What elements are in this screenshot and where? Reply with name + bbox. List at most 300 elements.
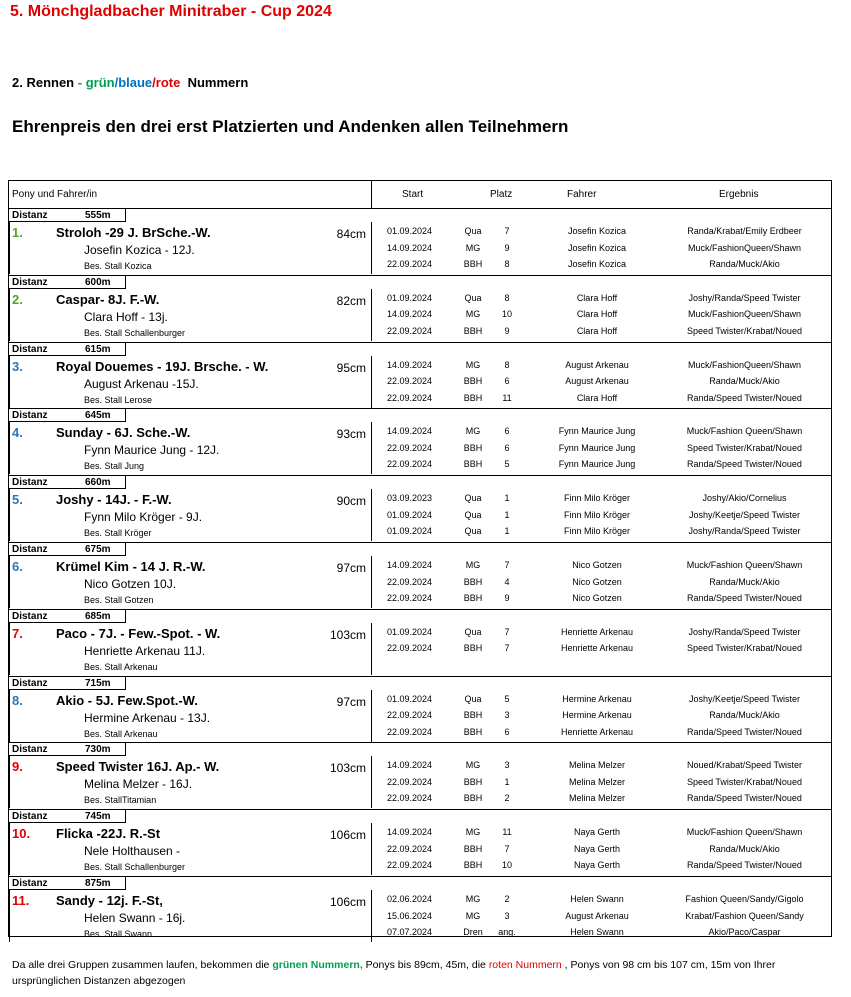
result-outcome: Muck/Fashion Queen/Shawn — [686, 827, 803, 838]
distance-box — [9, 809, 126, 823]
entry-block — [9, 876, 831, 942]
race-label: 2. Rennen — [12, 75, 75, 90]
result-start: 07.07.2024 — [387, 927, 433, 937]
result-start: 15.06.2024 — [387, 910, 433, 921]
pony-name: Stroloh -29 J. BrSche.-W. — [56, 225, 211, 240]
result-driver: Finn Milo Kröger — [563, 509, 631, 520]
result-driver: Clara Hoff — [576, 292, 618, 303]
pony-name: Royal Douemes - 19J. Brsche. - W. — [56, 358, 269, 374]
result-outcome: Randa/Speed Twister/Noued — [687, 392, 802, 403]
entry-block — [9, 275, 831, 341]
start-number: 5. — [12, 492, 23, 508]
result-start: 14.09.2024 — [387, 760, 433, 771]
result-start: 22.09.2024 — [387, 259, 433, 269]
result-row — [372, 391, 831, 407]
result-outcome: Joshy/Randa/Speed Twister — [688, 292, 801, 303]
table-header — [9, 181, 831, 209]
result-place: 8 — [504, 292, 510, 303]
result-row — [372, 858, 831, 874]
result-row — [372, 307, 831, 323]
distance-label: Distanz — [12, 744, 48, 756]
result-start: 14.09.2024 — [387, 242, 433, 253]
pony-height: 93cm — [336, 427, 366, 442]
footnote-red: roten Nummern — [488, 959, 562, 971]
result-venue: BBH — [463, 860, 483, 871]
result-start: 22.09.2024 — [387, 459, 433, 470]
result-outcome: Randa/Muck/Akio — [709, 710, 780, 721]
result-outcome: Noued/Krabat/Speed Twister — [687, 760, 802, 771]
result-place: ang. — [498, 927, 516, 937]
result-start: 22.09.2024 — [387, 710, 433, 721]
result-place: 4 — [504, 576, 510, 587]
entry-block — [9, 542, 831, 608]
header-divider — [371, 181, 372, 208]
result-place: 9 — [504, 593, 510, 603]
result-venue: BBH — [463, 392, 483, 403]
result-venue: BBH — [463, 576, 483, 587]
entry-block — [9, 742, 831, 808]
result-place: 7 — [504, 626, 510, 637]
result-row — [372, 708, 831, 724]
driver-name: Melina Melzer - 16J. — [84, 777, 193, 792]
result-venue: BBH — [463, 843, 483, 854]
result-start: 01.09.2024 — [387, 526, 433, 537]
owner-name: Bes. Stall Jung — [84, 461, 145, 472]
distance-label: Distanz — [12, 544, 48, 555]
result-start: 22.09.2024 — [387, 793, 433, 804]
driver-name: Nico Gotzen 10J. — [84, 577, 177, 591]
result-venue: MG — [465, 359, 481, 370]
result-start: 22.09.2024 — [387, 593, 433, 603]
driver-name: Fynn Milo Kröger - 9J. — [84, 510, 203, 525]
result-venue: Qua — [464, 626, 482, 637]
result-driver: Clara Hoff — [576, 309, 618, 320]
result-place: 2 — [504, 793, 510, 804]
result-start: 01.09.2024 — [387, 292, 433, 303]
result-row — [372, 224, 831, 240]
result-outcome: Krabat/Fashion Queen/Sandy — [685, 910, 804, 921]
entry-block — [9, 676, 831, 742]
result-driver: Hermine Arkenau — [562, 710, 632, 721]
footnote-part-3: , Ponys von 98 cm bis 107 cm, 15m von Ihrer ursprünglichen Distanzen abgezogen — [12, 959, 776, 987]
result-venue: BBH — [463, 643, 483, 654]
entry-block — [9, 408, 831, 474]
result-venue: BBH — [463, 325, 483, 336]
driver-name: Henriette Arkenau 11J. — [84, 643, 206, 658]
result-start: 02.06.2024 — [387, 894, 433, 904]
driver-name: Clara Hoff - 13j. — [84, 309, 168, 324]
result-venue: Qua — [464, 292, 482, 303]
result-outcome: Speed Twister/Krabat/Noued — [687, 325, 802, 336]
result-place: 3 — [504, 910, 510, 921]
result-place: 8 — [504, 359, 510, 370]
result-row — [372, 591, 831, 607]
driver-name: August Arkenau -15J. — [84, 376, 199, 391]
result-venue: BBH — [463, 259, 483, 269]
result-outcome: Speed Twister/Krabat/Noued — [687, 442, 802, 453]
row-divider — [126, 609, 831, 610]
result-driver: Fynn Maurice Jung — [558, 442, 636, 453]
distance-value: 715m — [85, 677, 111, 689]
owner-name: Bes. Stall Schallenburger — [84, 862, 186, 873]
result-driver: Helen Swann — [570, 927, 624, 937]
result-outcome: Randa/Speed Twister/Noued — [687, 726, 802, 737]
row-divider — [126, 742, 831, 743]
result-place: 6 — [504, 442, 510, 453]
result-place: 3 — [504, 760, 510, 771]
row-divider — [126, 809, 831, 810]
distance-label: Distanz — [12, 811, 48, 823]
result-driver: Melina Melzer — [568, 776, 626, 787]
result-start: 22.09.2024 — [387, 576, 433, 587]
result-start: 22.09.2024 — [387, 392, 433, 403]
result-venue: MG — [465, 560, 481, 570]
start-number: 6. — [12, 559, 23, 574]
result-venue: BBH — [463, 376, 483, 387]
driver-name: Nele Holthausen - — [84, 844, 181, 859]
result-outcome: Randa/Speed Twister/Noued — [687, 593, 802, 603]
result-outcome: Joshy/Keetje/Speed Twister — [689, 509, 800, 520]
row-divider — [126, 876, 831, 877]
result-start: 22.09.2024 — [387, 843, 433, 854]
result-row — [372, 692, 831, 708]
result-row — [372, 725, 831, 741]
result-start: 01.09.2024 — [387, 509, 433, 520]
start-number: 3. — [12, 358, 23, 374]
owner-name: Bes. Stall Arkenau — [84, 661, 158, 672]
row-divider — [126, 408, 831, 409]
result-row — [372, 625, 831, 641]
left-border — [9, 623, 10, 675]
result-row — [372, 909, 831, 925]
result-place: 7 — [504, 643, 510, 654]
owner-name: Bes. Stall Schallenburger — [84, 327, 186, 338]
driver-name: Fynn Maurice Jung - 12J. — [84, 443, 220, 458]
distance-label: Distanz — [12, 610, 48, 622]
pony-height: 97cm — [336, 694, 366, 709]
result-outcome: Randa/Muck/Akio — [709, 259, 780, 269]
result-place: 6 — [504, 726, 510, 737]
left-border — [9, 489, 10, 541]
result-place: 1 — [504, 526, 510, 537]
left-border — [9, 756, 10, 808]
pony-height: 106cm — [329, 895, 366, 909]
result-place: 9 — [504, 242, 510, 253]
prize-heading: Ehrenpreis den drei erst Platzierten und Andenken allen Teilnehmern — [12, 117, 569, 136]
result-venue: MG — [465, 760, 481, 771]
result-venue: MG — [465, 894, 481, 904]
left-border — [9, 690, 10, 742]
result-outcome: Joshy/Randa/Speed Twister — [688, 626, 801, 637]
row-divider — [126, 208, 831, 209]
result-row — [372, 358, 831, 374]
pony-name: Paco - 7J. - Few.-Spot. - W. — [56, 625, 221, 641]
result-driver: Clara Hoff — [576, 392, 618, 403]
result-start: 22.09.2024 — [387, 325, 433, 336]
distance-value: 660m — [85, 477, 111, 489]
result-outcome: Muck/FashionQueen/Shawn — [687, 359, 802, 370]
result-start: 22.09.2024 — [387, 376, 433, 387]
footnote — [12, 957, 832, 989]
result-row — [372, 758, 831, 774]
result-driver: Fynn Maurice Jung — [558, 459, 636, 470]
col-start: Start — [402, 189, 424, 200]
result-row — [372, 791, 831, 807]
result-driver: Josefin Kozica — [567, 242, 627, 253]
row-divider — [126, 342, 831, 343]
entry-block — [9, 809, 831, 875]
start-number: 4. — [12, 425, 23, 441]
result-outcome: Randa/Speed Twister/Noued — [687, 459, 802, 470]
result-start: 22.09.2024 — [387, 726, 433, 737]
result-row — [372, 491, 831, 507]
owner-name: Bes. Stall Kozica — [84, 261, 152, 271]
owner-name: Bes. Stall Lerose — [84, 394, 153, 405]
pony-name: Joshy - 14J. - F.-W. — [56, 492, 172, 508]
footnote-part-2: Ponys bis 89cm, 45m, die — [362, 959, 489, 971]
result-outcome: Joshy/Akio/Cornelius — [702, 493, 787, 504]
result-place: 10 — [501, 309, 512, 320]
row-divider — [126, 275, 831, 276]
results-table — [8, 180, 832, 937]
result-place: 6 — [504, 426, 510, 437]
result-place: 7 — [504, 560, 510, 570]
distance-box — [9, 408, 126, 422]
race-suffix: Nummern — [187, 75, 249, 90]
result-start: 14.09.2024 — [387, 560, 433, 570]
result-outcome: Randa/Krabat/Emily Erdbeer — [687, 226, 802, 236]
result-place: 5 — [504, 459, 510, 470]
result-driver: Melina Melzer — [568, 760, 626, 771]
result-row — [372, 424, 831, 440]
left-border — [9, 422, 10, 474]
result-row — [372, 842, 831, 858]
result-row — [372, 291, 831, 307]
result-place: 11 — [502, 392, 512, 403]
left-border — [9, 556, 10, 608]
result-driver: Henriette Arkenau — [560, 643, 634, 654]
distance-value: 600m — [85, 276, 111, 288]
result-start: 14.09.2024 — [387, 827, 433, 838]
race-blue: blaue — [118, 75, 153, 90]
result-venue: BBH — [463, 459, 483, 470]
left-border — [9, 890, 10, 942]
pony-height: 97cm — [336, 561, 366, 575]
result-place: 8 — [504, 259, 510, 269]
result-row — [372, 892, 831, 908]
result-row — [372, 524, 831, 540]
result-row — [372, 374, 831, 390]
distance-value: 645m — [85, 410, 111, 422]
distance-box — [9, 208, 126, 222]
pony-height: 95cm — [336, 360, 366, 375]
driver-name: Helen Swann - 16j. — [84, 911, 186, 925]
left-border — [9, 356, 10, 408]
entry-block — [9, 342, 831, 408]
pony-height: 90cm — [336, 494, 366, 509]
result-driver: Finn Milo Kröger — [563, 493, 631, 504]
result-start: 22.09.2024 — [387, 776, 433, 787]
result-row — [372, 825, 831, 841]
start-number: 2. — [12, 291, 23, 307]
result-venue: MG — [465, 910, 481, 921]
result-outcome: Muck/Fashion Queen/Shawn — [686, 426, 803, 437]
result-outcome: Randa/Muck/Akio — [709, 376, 780, 387]
start-number: 1. — [12, 225, 23, 240]
result-place: 11 — [502, 827, 512, 838]
race-slash-1: / — [114, 75, 119, 90]
entry-block — [9, 609, 831, 675]
result-venue: BBH — [463, 726, 483, 737]
distance-box — [9, 609, 126, 623]
pony-height: 106cm — [329, 828, 366, 843]
pony-height: 84cm — [336, 227, 366, 241]
footnote-green: grünen Nummern, — [272, 959, 363, 971]
result-place: 6 — [504, 376, 510, 387]
distance-value: 615m — [85, 343, 111, 355]
result-venue: BBH — [463, 442, 483, 453]
start-number: 7. — [12, 625, 23, 641]
result-place: 1 — [504, 776, 510, 787]
start-number: 11. — [12, 893, 30, 908]
result-outcome: Speed Twister/Krabat/Noued — [687, 643, 802, 654]
distance-value: 685m — [85, 610, 111, 622]
col-fahrer: Fahrer — [567, 189, 597, 200]
start-number: 9. — [12, 759, 23, 775]
result-start: 14.09.2024 — [387, 359, 433, 370]
owner-name: Bes. Stall Arkenau — [84, 728, 158, 739]
result-driver: Melina Melzer — [568, 793, 626, 804]
left-border — [9, 289, 10, 341]
driver-name: Josefin Kozica - 12J. — [84, 243, 195, 257]
distance-value: 675m — [85, 544, 111, 555]
pony-name: Speed Twister 16J. Ap.- W. — [56, 759, 220, 775]
race-red: rote — [155, 75, 181, 90]
row-divider — [126, 676, 831, 677]
result-driver: Naya Gerth — [573, 860, 621, 871]
result-place: 5 — [504, 693, 510, 704]
result-outcome: Randa/Speed Twister/Noued — [687, 860, 802, 871]
result-outcome: Fashion Queen/Sandy/Gigolo — [685, 894, 804, 904]
distance-value: 730m — [85, 744, 111, 756]
result-venue: Dren — [463, 927, 483, 937]
row-divider — [126, 542, 831, 543]
result-outcome: Akio/Paco/Caspar — [708, 927, 781, 937]
result-venue: MG — [465, 242, 481, 253]
result-outcome: Muck/FashionQueen/Shawn — [687, 309, 802, 320]
result-driver: Josefin Kozica — [567, 259, 627, 269]
result-venue: BBH — [463, 793, 483, 804]
result-driver: Naya Gerth — [573, 827, 621, 838]
start-number: 10. — [12, 826, 31, 842]
result-place: 1 — [504, 509, 510, 520]
left-border — [9, 222, 10, 274]
result-row — [372, 558, 831, 574]
result-driver: Clara Hoff — [576, 325, 618, 336]
distance-box — [9, 342, 126, 356]
result-row — [372, 457, 831, 473]
distance-label: Distanz — [12, 878, 48, 889]
result-venue: Qua — [464, 526, 482, 537]
pony-name: Sandy - 12j. F.-St, — [56, 893, 163, 908]
result-start: 22.09.2024 — [387, 860, 433, 871]
result-row — [372, 925, 831, 941]
result-venue: Qua — [464, 493, 482, 504]
result-place: 3 — [504, 710, 510, 721]
owner-name: Bes. Stall Kröger — [84, 528, 152, 539]
result-place: 9 — [504, 325, 510, 336]
pony-height: 103cm — [329, 627, 366, 642]
result-place: 10 — [501, 860, 512, 871]
pony-height: 103cm — [329, 761, 366, 776]
distance-label: Distanz — [12, 276, 48, 288]
result-row — [372, 641, 831, 657]
pony-name: Krümel Kim - 14 J. R.-W. — [56, 559, 206, 574]
entry-block — [9, 208, 831, 274]
result-driver: Finn Milo Kröger — [563, 526, 631, 537]
race-heading — [12, 75, 248, 90]
result-venue: MG — [465, 827, 481, 838]
result-outcome: Randa/Speed Twister/Noued — [687, 793, 802, 804]
result-start: 22.09.2024 — [387, 442, 433, 453]
result-outcome: Randa/Muck/Akio — [709, 843, 780, 854]
pony-name: Sunday - 6J. Sche.-W. — [56, 425, 191, 441]
result-outcome: Randa/Muck/Akio — [709, 576, 780, 587]
distance-value: 875m — [85, 878, 111, 889]
result-start: 01.09.2024 — [387, 226, 433, 236]
distance-box — [9, 876, 126, 890]
result-driver: August Arkenau — [565, 359, 629, 370]
result-start: 14.09.2024 — [387, 426, 433, 437]
result-place: 7 — [504, 843, 510, 854]
distance-box — [9, 676, 126, 690]
result-driver: Nico Gotzen — [572, 593, 622, 603]
result-driver: Nico Gotzen — [572, 560, 622, 570]
result-venue: BBH — [463, 710, 483, 721]
distance-label: Distanz — [12, 210, 48, 221]
result-driver: Hermine Arkenau — [562, 693, 632, 704]
result-driver: Helen Swann — [570, 894, 624, 904]
result-venue: Qua — [464, 226, 482, 236]
result-place: 2 — [504, 894, 510, 904]
result-venue: BBH — [463, 776, 483, 787]
distance-value: 745m — [85, 811, 111, 823]
owner-name: Bes. StallTitamian — [84, 795, 157, 806]
result-outcome: Muck/FashionQueen/Shawn — [687, 242, 802, 253]
result-venue: Qua — [464, 693, 482, 704]
result-row — [372, 575, 831, 591]
result-driver: Naya Gerth — [573, 843, 621, 854]
result-outcome: Joshy/Randa/Speed Twister — [688, 526, 801, 537]
result-driver: Nico Gotzen — [572, 576, 622, 587]
distance-label: Distanz — [12, 477, 48, 489]
result-row — [372, 775, 831, 791]
result-place: 7 — [504, 226, 510, 236]
result-driver: Fynn Maurice Jung — [558, 426, 636, 437]
result-start: 03.09.2023 — [387, 493, 433, 504]
entry-block — [9, 475, 831, 541]
result-venue: Qua — [464, 509, 482, 520]
result-start: 01.09.2024 — [387, 693, 433, 704]
result-venue: BBH — [463, 593, 483, 603]
owner-name: Bes. Stall Swann — [84, 929, 153, 939]
owner-name: Bes. Stall Gotzen — [84, 595, 154, 605]
race-dash: - — [74, 75, 86, 90]
result-outcome: Joshy/Keetje/Speed Twister — [689, 693, 800, 704]
result-driver: Henriette Arkenau — [560, 726, 634, 737]
result-start: 01.09.2024 — [387, 626, 433, 637]
distance-label: Distanz — [12, 343, 48, 355]
